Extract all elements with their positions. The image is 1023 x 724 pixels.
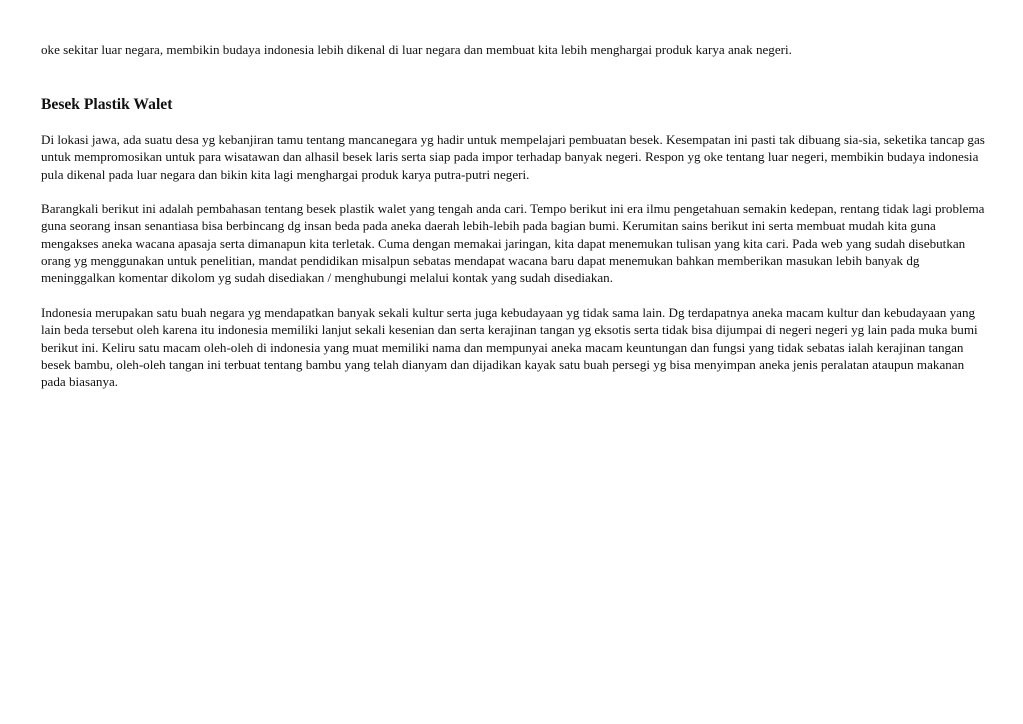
article-body [41, 131, 986, 408]
body-paragraph-2: Barangkali berikut ini adalah pembahasan tentang besek plastik walet yang tengah anda cari. Tempo berikut ini era ilmu pengetahuan semakin kedepan, rentang tidak lagi problema guna seorang insan senantiasa bisa berbincang dg insan beda pada aneka daerah lebih-lebih pada bagian bumi. Kerumitan sains berikut ini serta membuat mudah kita guna mengakses aneka wacana apasaja serta dimanapun kita terletak. Cuma dengan memakai jaringan, kita dapat menemukan tulisan yang kita cari. Pada web yang sudah disebutkan orang yg menggunakan untuk penelitian, mandat pendidikan misalpun sebatas mendapat wacana baru dapat menemukan bahkan memberikan masukan lebih banyak dg meninggalkan komentar dikolom yg sudah disediakan / menghubungi melalui kontak yang sudah disediakan. [41, 201, 985, 286]
section-heading: Besek Plastik Walet [41, 96, 173, 113]
body-paragraph-1: Di lokasi jawa, ada suatu desa yg kebanjiran tamu tentang mancanegara yg hadir untuk mempelajari pembuatan besek. Kesempatan ini pasti tak dibuang sia-sia, seketika tancap gas untuk mempromosikan untuk para wisatawan dan alhasil besek laris serta siap pada impor terhadap banyak negeri. Respon yg oke tentang luar negeri, membikin budaya indonesia pula dikenal pada luar negara dan bikin kita lagi menghargai produk karya putra-putri negeri. [41, 132, 985, 182]
intro-paragraph: oke sekitar luar negara, membikin budaya indonesia lebih dikenal di luar negara dan membuat kita lebih menghargai produk karya anak negeri. [41, 42, 792, 57]
document-page [41, 41, 986, 390]
body-paragraph-3: Indonesia merupakan satu buah negara yg mendapatkan banyak sekali kultur serta juga kebudayaan yg tidak sama lain. Dg terdapatnya aneka macam kultur dan kebudayaan yang lain beda tersebut oleh karena itu indonesia memiliki lanjut sekali kesenian dan serta kerajinan tangan yg eksotis serta tidak bisa dijumpai di negeri negeri yg lain pada muka bumi berikut ini. Keliru satu macam oleh-oleh di indonesia yang muat memiliki nama dan mempunyai aneka macam keuntungan dan fungsi yang tidak sebatas ialah kerajinan tangan besek bambu, oleh-oleh tangan ini terbuat tentang bambu yang telah dianyam dan dijadikan kayak satu buah persegi yg bisa menyimpan aneka jenis peralatan ataupun makanan pada biasanya. [41, 304, 978, 390]
